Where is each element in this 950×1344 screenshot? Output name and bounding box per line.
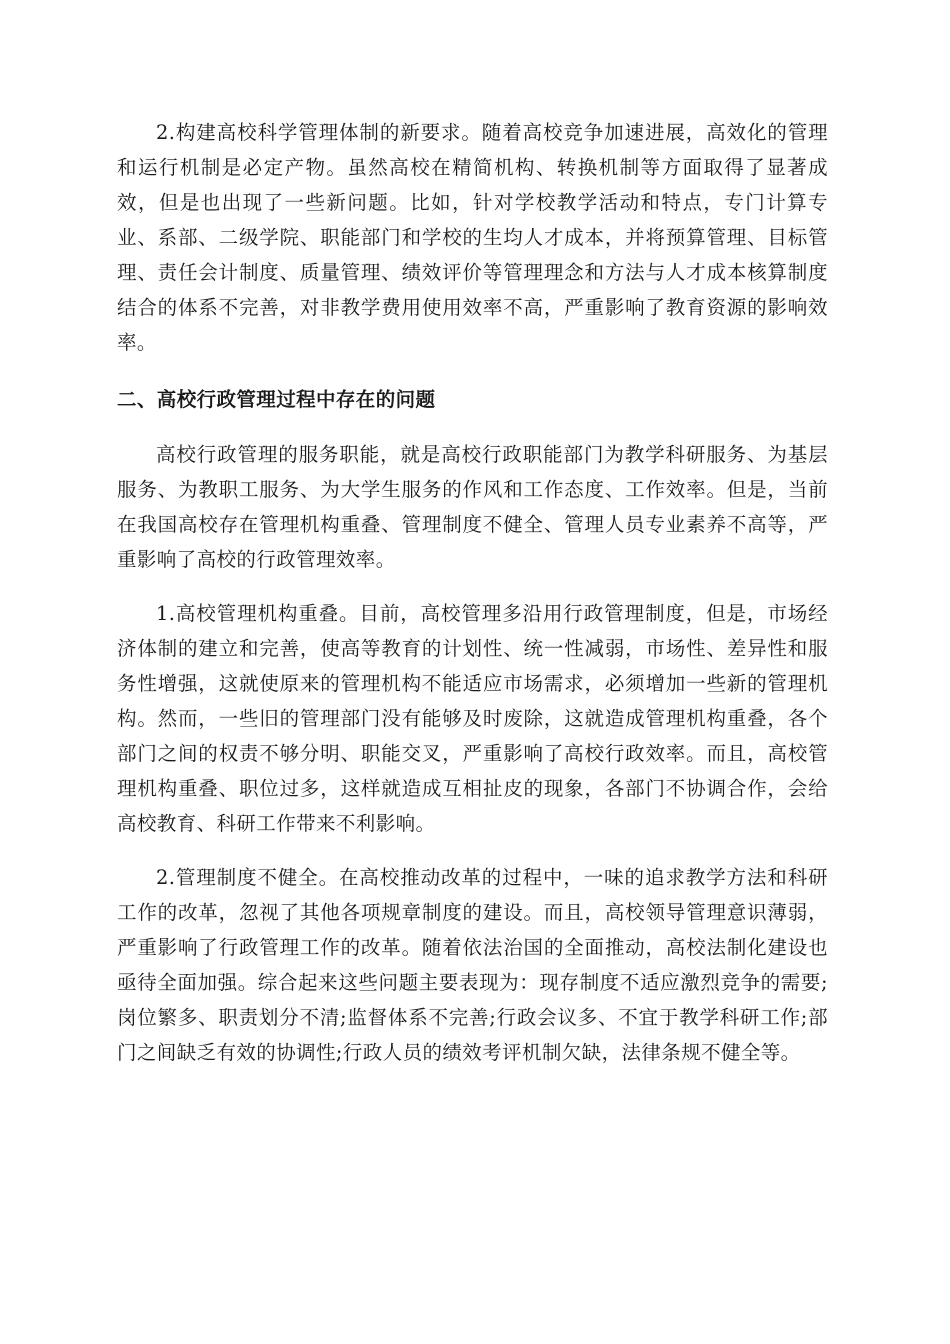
paragraph-service-function: 高校行政管理的服务职能，就是高校行政职能部门为教学科研服务、为基层服务、为教职工服务、为大学生服务的作风和工作态度、工作效率。但是，当前在我国高校存在管理机构重叠、管理制度不健全、管理人员专业素养不高等，严重影响了高校的行政管理效率。 [117,443,828,571]
section-heading: 二、高校行政管理过程中存在的问题 [117,388,436,411]
paragraph-incomplete-system: 2.管理制度不健全。在高校推动改革的过程中，一味的追求教学方法和科研工作的改革，忽视了其他各项规章制度的建设。而且，高校领导管理意识薄弱，严重影响了行政管理工作的改革。随着依法治国的全面推动，高校法制化建设也亟待全面加强。综合起来这些问题主要表现为：现存制度不适应激烈竞争的需要;岗位繁多、职责划分不清;监督体系不完善;行政会议多、不宜于教学科研工作;部门之间缺乏有效的协调性;行政人员的绩效考评机制欠缺，法律条规不健全等。 [117,866,828,1064]
paragraph-overlapping-institutions: 1.高校管理机构重叠。目前，高校管理多沿用行政管理制度，但是，市场经济体制的建立和完善，使高等教育的计划性、统一性减弱，市场性、差异性和服务性增强，这就使原来的管理机构不能适应市场需求，必须增加一些新的管理机构。然而，一些旧的管理部门没有能够及时废除，这就造成管理机构重叠，各个部门之间的权责不够分明、职能交叉，严重影响了高校行政效率。而且，高校管理机构重叠、职位过多，这样就造成互相扯皮的现象，各部门不协调合作，会给高校教育、科研工作带来不利影响。 [117,602,828,835]
paragraph-talent-cost-requirement: 2.构建高校科学管理体制的新要求。随着高校竞争加速进展，高效化的管理和运行机制是必定产物。虽然高校在精简机构、转换机制等方面取得了显著成效，但是也出现了一些新问题。比如，针对学校教学活动和特点，专门计算专业、系部、二级学院、职能部门和学校的生均人才成本，并将预算管理、目标管理、责任会计制度、质量管理、绩效评价等管理理念和方法与人才成本核算制度结合的体系不完善，对非教学费用使用效率不高，严重影响了教育资源的影响效率。 [117,121,828,354]
